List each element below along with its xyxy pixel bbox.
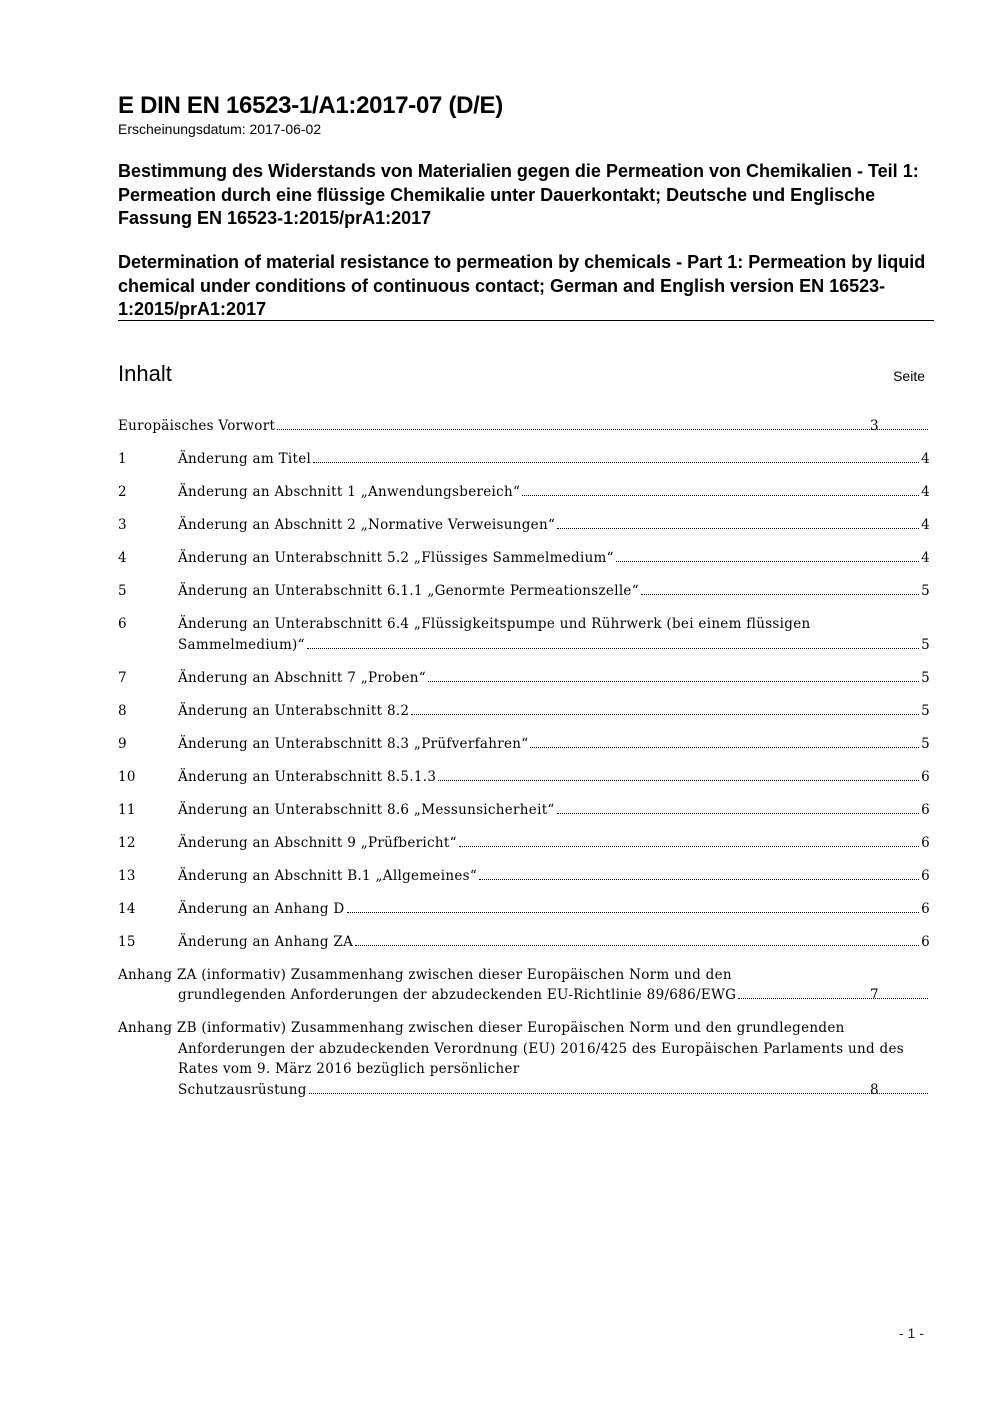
title-german: Bestimmung des Widerstands von Materialien gegen die Permeation von Chemikalien - Teil 1: Permeation durch eine flüssige Chemikalie unter Dauerkontakt; Deutsche und Englische Fassung EN 16523-1:2015/prA1:2017 bbox=[118, 161, 919, 228]
toc-leader-dots bbox=[616, 561, 919, 562]
toc-entry-number: 5 bbox=[118, 583, 127, 599]
toc-entry-body bbox=[178, 515, 930, 536]
toc-entry[interactable] bbox=[118, 449, 930, 470]
toc-entry-page: 5 bbox=[921, 636, 930, 653]
toc-entry[interactable] bbox=[118, 833, 930, 854]
toc-entry-text: Änderung an Unterabschnitt 6.4 „Flüssigkeitspumpe und Rührwerk (bei einem flüssigen bbox=[178, 616, 811, 632]
toc-entry-page: 4 bbox=[921, 484, 930, 500]
toc-entry-line bbox=[178, 581, 930, 602]
toc-entry-page: 4 bbox=[921, 451, 930, 467]
page-number: - 1 - bbox=[899, 1325, 924, 1341]
toc-entry[interactable] bbox=[118, 614, 930, 655]
toc-entry-text: Änderung an Abschnitt 9 „Prüfbericht“ bbox=[178, 834, 457, 851]
toc-entry-text: Europäisches Vorwort bbox=[118, 418, 276, 434]
toc-leader-dots bbox=[428, 681, 919, 682]
toc-entry-text: Schutzausrüstung bbox=[178, 1081, 307, 1098]
toc-entry[interactable] bbox=[118, 899, 930, 920]
toc-entry-body bbox=[178, 614, 930, 655]
toc-entry-body bbox=[178, 449, 930, 470]
toc-entry-line bbox=[178, 482, 930, 503]
toc-entry-number: 7 bbox=[118, 669, 127, 686]
toc-entry[interactable] bbox=[118, 866, 930, 887]
toc-entry-body bbox=[118, 1018, 930, 1100]
toc-entry[interactable] bbox=[118, 482, 930, 503]
toc-entry-page: 6 bbox=[921, 834, 930, 851]
toc-entry-text: Änderung an Unterabschnitt 6.1.1 „Genormte Permeationszelle“ bbox=[178, 583, 639, 599]
toc-entry-text: Änderung an Unterabschnitt 5.2 „Flüssiges Sammelmedium“ bbox=[178, 550, 614, 566]
toc-entry-page: 6 bbox=[921, 933, 930, 950]
publication-date: Erscheinungsdatum: 2017-06-02 bbox=[118, 121, 322, 137]
toc-entry-line bbox=[178, 833, 930, 854]
toc-leader-dots bbox=[309, 1093, 928, 1094]
toc-entry-text: Änderung am Titel bbox=[178, 451, 312, 467]
toc-entry-number: 6 bbox=[118, 616, 127, 632]
toc-entry-number: 9 bbox=[118, 735, 127, 752]
toc-entry-line: Schutzausrüstung 8 bbox=[178, 1080, 930, 1101]
toc-entry-line: Europäisches Vorwort 3 bbox=[178, 416, 930, 437]
toc-entry-body bbox=[178, 833, 930, 854]
toc-leader-dots bbox=[522, 495, 919, 496]
toc-entry-text: Änderung an Abschnitt 1 „Anwendungsbereich“ bbox=[178, 484, 521, 500]
toc-entry-page: 5 bbox=[921, 735, 930, 752]
toc-leader-dots bbox=[313, 462, 919, 463]
toc-entry-text: Anhang ZB (informativ) Zusammenhang zwischen dieser Europäischen Norm und den grundlegenden Anforderungen der abzudeckenden Verordnung (EU) 2016/425 des Europäischen Parlaments und des Rates vom 9. März 2016 bezüglich persönlicher bbox=[118, 1020, 904, 1077]
toc-entry-number: 13 bbox=[118, 867, 136, 884]
toc-leader-dots bbox=[411, 714, 919, 715]
toc-heading: Inhalt bbox=[118, 361, 172, 386]
toc-entry-page: 6 bbox=[921, 900, 930, 917]
toc-leader-dots bbox=[347, 912, 920, 913]
toc-entry-line bbox=[178, 548, 930, 569]
toc-entry-text: Änderung an Unterabschnitt 8.3 „Prüfverfahren“ bbox=[178, 735, 529, 752]
toc-leader-dots bbox=[557, 813, 919, 814]
toc-leader-dots bbox=[355, 945, 919, 946]
toc-entry-line bbox=[178, 734, 930, 755]
toc-leader-dots bbox=[459, 846, 919, 847]
toc-entry-page: 5 bbox=[921, 669, 930, 686]
toc-entry-body bbox=[118, 965, 930, 1006]
toc-page-column-heading: Seite bbox=[893, 368, 925, 384]
toc-entry-body bbox=[178, 548, 930, 569]
toc-entry-body bbox=[178, 800, 930, 821]
toc-entry-text: Änderung an Unterabschnitt 8.6 „Messunsicherheit“ bbox=[178, 801, 555, 818]
toc-entry[interactable] bbox=[118, 515, 930, 536]
toc-leader-dots bbox=[479, 879, 919, 880]
toc-entry-page: 6 bbox=[921, 867, 930, 884]
toc-entry-text: Sammelmedium)“ bbox=[178, 636, 305, 653]
document-id: E DIN EN 16523-1/A1:2017-07 (D/E) bbox=[118, 92, 503, 119]
toc-entry-number: 4 bbox=[118, 550, 127, 566]
toc-leader-dots bbox=[530, 747, 919, 748]
toc-entry-body bbox=[178, 701, 930, 722]
toc-entry-label bbox=[178, 800, 930, 821]
toc-entry-label bbox=[178, 581, 930, 602]
toc-entry-page: 5 bbox=[921, 702, 930, 719]
toc-entry[interactable] bbox=[118, 734, 930, 755]
toc-entry-line bbox=[178, 866, 930, 887]
toc-entry-label bbox=[178, 833, 930, 854]
toc-leader-dots bbox=[307, 648, 919, 649]
toc-entry-label bbox=[178, 668, 930, 689]
toc-entry-line bbox=[178, 668, 930, 689]
toc-entry-text: Änderung an Anhang D bbox=[178, 900, 345, 917]
toc-entry-page: 4 bbox=[921, 550, 930, 566]
toc-entry-number: 12 bbox=[118, 834, 136, 851]
toc-entry-page: 6 bbox=[921, 768, 930, 785]
toc-entry-label bbox=[178, 614, 930, 655]
toc-entry-body bbox=[178, 482, 930, 503]
toc-entry-label bbox=[178, 866, 930, 887]
title-english: Determination of material resistance to permeation by chemicals - Part 1: Permeation by liquid chemical under conditions of continuous contact; German and English version EN 16523-1:2015/prA1:2017 bbox=[118, 252, 926, 319]
toc-entry-number: 15 bbox=[118, 933, 136, 950]
toc-entry-line bbox=[178, 701, 930, 722]
toc-entry[interactable] bbox=[118, 1018, 930, 1100]
toc-entry[interactable] bbox=[118, 965, 930, 1006]
toc-entry-label bbox=[178, 767, 930, 788]
toc-entry-body bbox=[118, 416, 930, 437]
toc-entry-label bbox=[118, 416, 930, 437]
toc-entry-body bbox=[178, 734, 930, 755]
toc-entry-text: Änderung an Abschnitt 2 „Normative Verweisungen“ bbox=[178, 517, 556, 533]
toc-entry[interactable] bbox=[118, 668, 930, 689]
toc-entry-label bbox=[178, 449, 930, 470]
toc-entry-body bbox=[178, 932, 930, 953]
toc-entry-label bbox=[118, 965, 930, 1006]
toc-leader-dots bbox=[738, 998, 928, 999]
toc-entry-label bbox=[118, 1018, 930, 1100]
table-of-contents bbox=[118, 416, 930, 1113]
toc-entry-page: 4 bbox=[921, 517, 930, 533]
toc-leader-dots bbox=[557, 528, 919, 529]
toc-entry-label bbox=[178, 734, 930, 755]
toc-entry-number: 1 bbox=[118, 451, 127, 467]
toc-entry-text: Anhang ZA (informativ) Zusammenhang zwischen dieser Europäischen Norm und den bbox=[118, 966, 732, 983]
toc-entry-label bbox=[178, 899, 930, 920]
toc-entry-number: 8 bbox=[118, 702, 127, 719]
toc-entry-text: Änderung an Unterabschnitt 8.5.1.3 bbox=[178, 768, 437, 785]
toc-entry-line bbox=[178, 932, 930, 953]
toc-entry[interactable] bbox=[118, 767, 930, 788]
toc-entry-page: 6 bbox=[921, 801, 930, 818]
toc-entry-number: 11 bbox=[118, 801, 136, 818]
toc-entry[interactable] bbox=[118, 800, 930, 821]
toc-entry-body bbox=[178, 899, 930, 920]
toc-leader-dots bbox=[277, 429, 928, 430]
toc-leader-dots bbox=[438, 780, 919, 781]
toc-entry-text: Änderung an Unterabschnitt 8.2 bbox=[178, 702, 410, 719]
toc-entry[interactable] bbox=[118, 932, 930, 953]
toc-entry-line: grundlegenden Anforderungen der abzudeckenden EU-Richtlinie 89/686/EWG 7 bbox=[178, 985, 930, 1006]
toc-entry-text: Änderung an Abschnitt 7 „Proben“ bbox=[178, 669, 426, 686]
toc-entry-line bbox=[178, 767, 930, 788]
toc-entry-label bbox=[178, 515, 930, 536]
toc-entry-number: 2 bbox=[118, 484, 127, 500]
toc-entry-body bbox=[178, 866, 930, 887]
toc-entry-line bbox=[178, 899, 930, 920]
toc-entry-line bbox=[178, 515, 930, 536]
toc-entry-label bbox=[178, 932, 930, 953]
toc-entry[interactable] bbox=[118, 701, 930, 722]
toc-entry-body bbox=[178, 767, 930, 788]
toc-entry-label bbox=[178, 548, 930, 569]
toc-entry-body bbox=[178, 581, 930, 602]
toc-entry-label bbox=[178, 482, 930, 503]
toc-entry-line bbox=[178, 800, 930, 821]
toc-entry-line bbox=[178, 449, 930, 470]
toc-entry[interactable] bbox=[118, 416, 930, 437]
toc-entry-number: 3 bbox=[118, 517, 127, 533]
toc-leader-dots bbox=[641, 594, 919, 595]
title-divider bbox=[118, 320, 934, 321]
toc-entry-page: 5 bbox=[921, 583, 930, 599]
toc-entry-text: grundlegenden Anforderungen der abzudeckenden EU-Richtlinie 89/686/EWG bbox=[178, 987, 737, 1003]
toc-entry-number: 10 bbox=[118, 768, 136, 785]
toc-entry-body bbox=[178, 668, 930, 689]
toc-entry-number: 14 bbox=[118, 900, 136, 917]
toc-entry-label bbox=[178, 701, 930, 722]
toc-entry-text: Änderung an Anhang ZA bbox=[178, 933, 354, 950]
toc-entry-text: Änderung an Abschnitt B.1 „Allgemeines“ bbox=[178, 867, 478, 884]
toc-entry-line bbox=[178, 635, 930, 656]
toc-entry[interactable] bbox=[118, 548, 930, 569]
toc-entry[interactable] bbox=[118, 581, 930, 602]
